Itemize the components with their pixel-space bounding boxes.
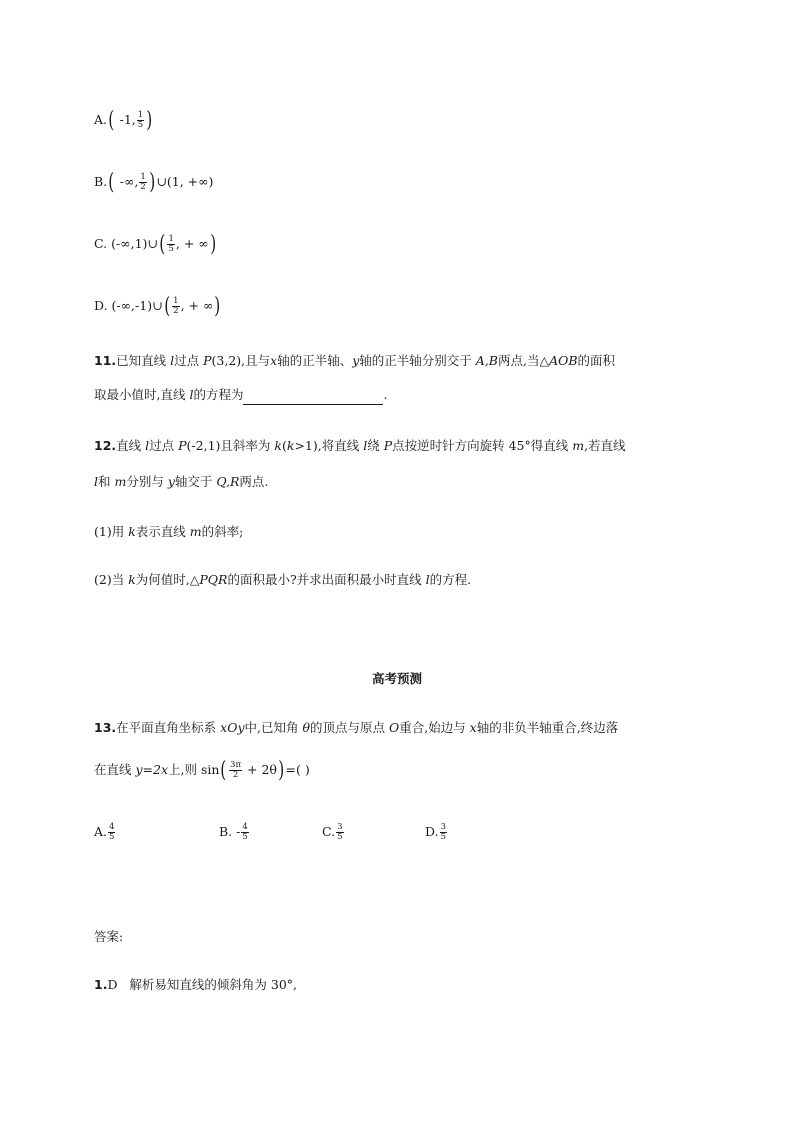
q13-option-b: B. - $\frac{4}{5}$	[219, 822, 248, 842]
paren-right: )	[209, 231, 217, 257]
paren-left: (	[163, 293, 170, 319]
fraction: $\frac{3}{5}$	[440, 822, 446, 842]
fraction: $\frac{3}{5}$	[337, 822, 343, 842]
fraction: $\frac{3\pi}{2}$	[230, 760, 242, 780]
fraction: $\frac{4}{5}$	[242, 822, 248, 842]
q10-option-a: A.( -1, $\frac{1}{5}$ )	[94, 107, 153, 133]
paren-left: (	[220, 757, 227, 783]
paren-right: )	[149, 169, 156, 195]
q13-option-a: A. $\frac{4}{5}$	[94, 822, 115, 842]
answer-blank	[243, 390, 383, 405]
answers-title: 答案:	[94, 929, 124, 944]
q12-line-2: l和 m分别与 y轴交于 Q,R两点.	[94, 474, 269, 489]
paren-right: )	[278, 757, 285, 783]
paren-right: )	[214, 293, 221, 319]
fraction: $\frac{4}{5}$	[109, 822, 115, 842]
q10-option-b: B.( -∞, $\frac{1}{2}$ )∪(1, +∞)	[94, 169, 214, 195]
paren-right: )	[146, 107, 153, 133]
q11-line-2: 取最小值时,直线 l的方程为 .	[94, 385, 387, 405]
answer-1: 1.D 解析易知直线的倾斜角为 30°,	[94, 977, 298, 992]
q13-option-d: D. $\frac{3}{5}$	[425, 822, 446, 842]
q13-line-1: 13.在平面直角坐标系 xOy中,已知角 θ的顶点与原点 O重合,始边与 x轴的非负半轴重合,终边落	[94, 720, 619, 735]
paren-left: (	[108, 107, 115, 133]
q11-line-1: 11.已知直线 l过点 P(3,2),且与x轴的正半轴、y轴的正半轴分别交于 A,B两点,当△AOB的面积	[94, 353, 616, 368]
q12-sub-2: (2)当 k为何值时,△PQR的面积最小?并求出面积最小时直线 l的方程.	[94, 572, 472, 587]
fraction: $\frac{1}{5}$	[137, 110, 144, 130]
fraction: $\frac{1}{2}$	[173, 296, 179, 316]
q13-line-2: 在直线 y=2x上,则 sin( $\frac{3\pi}{2}$ + 2θ)=( )	[94, 757, 310, 783]
q13-option-c: C. $\frac{3}{5}$	[322, 822, 343, 842]
section-title: 高考预测	[371, 671, 422, 686]
paren-left: (	[108, 169, 115, 195]
q12-sub-1: (1)用 k表示直线 m的斜率;	[94, 524, 244, 539]
q10-option-d: D. (-∞,-1)∪( $\frac{1}{2}$ , + ∞)	[94, 293, 221, 319]
fraction: $\frac{1}{2}$	[140, 172, 146, 192]
paren-left: (	[159, 231, 166, 257]
q12-line-1: 12.直线 l过点 P(-2,1)且斜率为 k(k>1),将直线 l绕 P点按逆时针方向旋转 45°得直线 m,若直线	[94, 438, 626, 453]
q10-option-c: C. (-∞,1)∪( $\frac{1}{5}$ , + ∞)	[94, 231, 217, 257]
fraction: $\frac{1}{5}$	[168, 234, 174, 254]
